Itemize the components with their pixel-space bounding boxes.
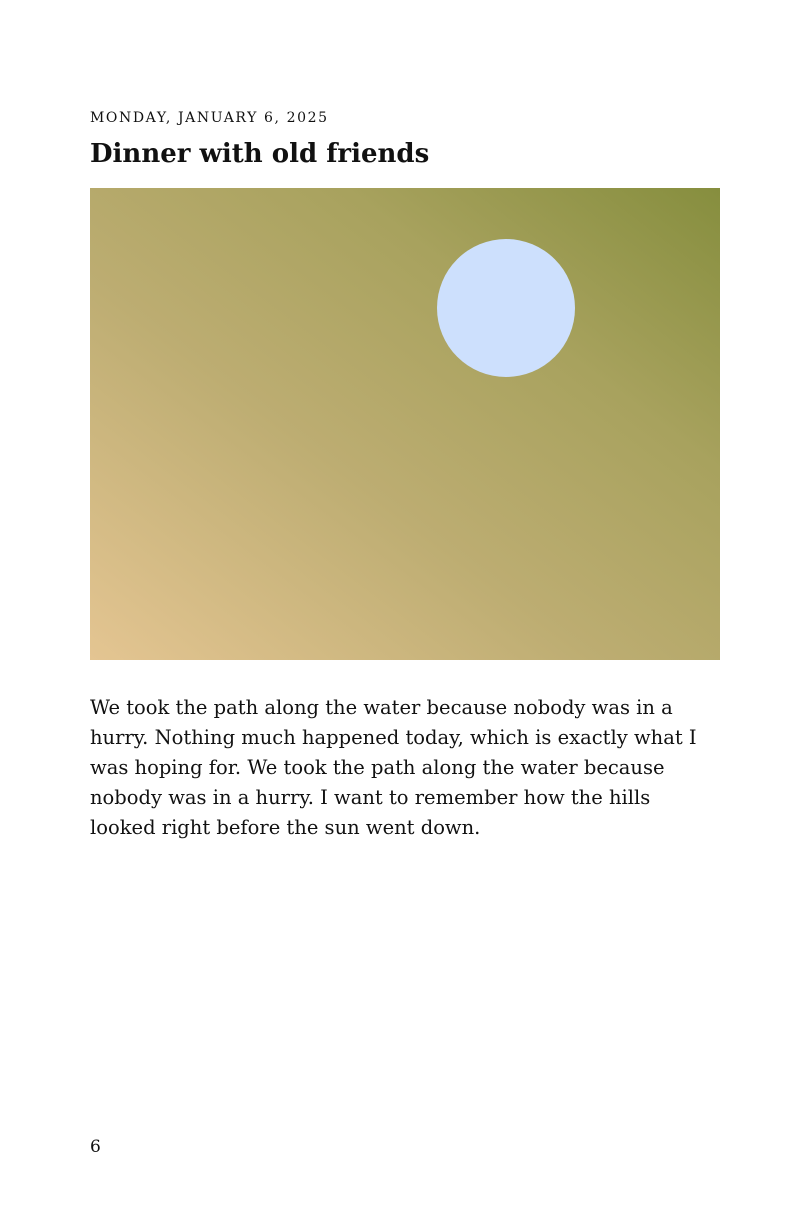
entry-date: MONDAY, JANUARY 6, 2025	[90, 110, 329, 126]
sun-circle	[437, 239, 575, 377]
photo-illustration	[90, 188, 720, 660]
photo-background	[90, 188, 720, 660]
entry-title: Dinner with old friends	[90, 139, 430, 169]
entry-body: We took the path along the water because nobody was in a hurry. Nothing much happened today, which is exactly what I was hoping for. We took the path along the water because nobody was in a hurry. I want to remember how the hills looked right before the sun went down.	[90, 696, 697, 839]
page-number: 6	[90, 1137, 101, 1157]
entry-photo	[90, 188, 720, 660]
